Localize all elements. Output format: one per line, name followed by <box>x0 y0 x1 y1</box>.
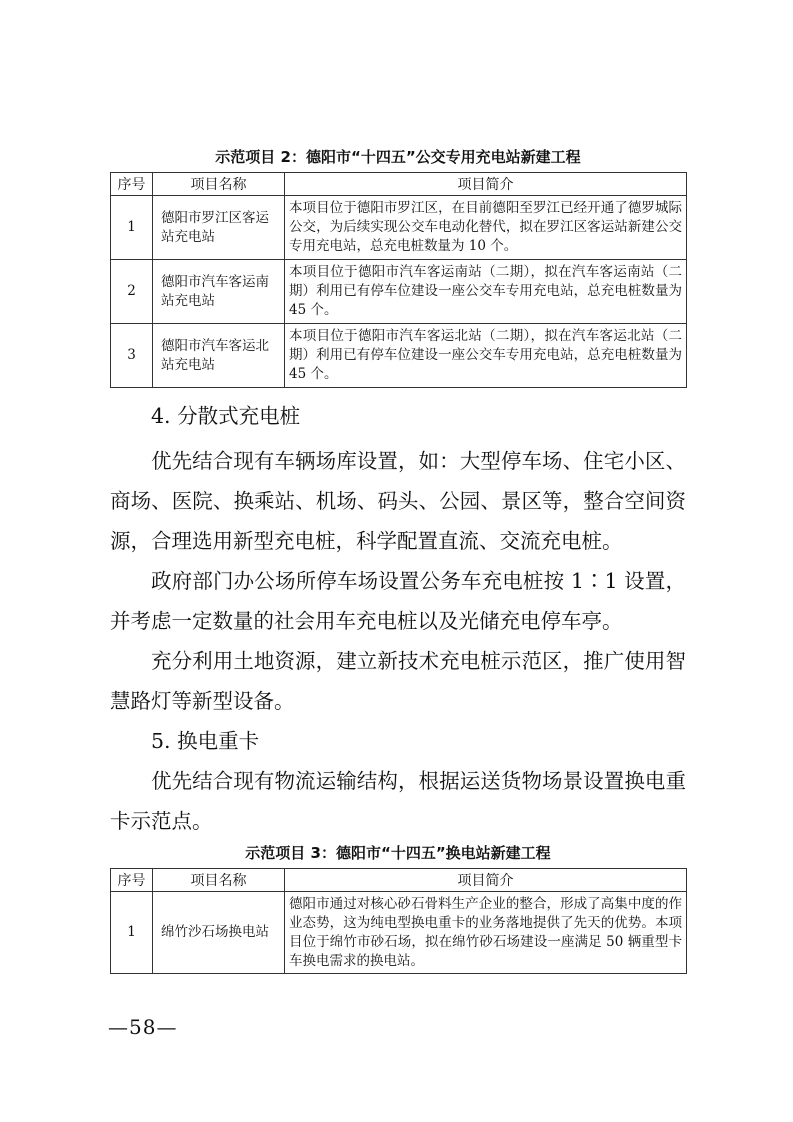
table-row <box>111 196 687 260</box>
project-description: 德阳市通过对核心砂石骨料生产企业的整合，形成了高集中度的作业态势，这为纯电型换电重卡的业务落地提供了先天的优势。本项目位于绵竹市砂石场，拟在绵竹砂石场建设一座满足 50 辆重型卡车换电需求的换电站。 <box>285 892 687 974</box>
project-name: 德阳市汽车客运北站充电站 <box>153 324 285 388</box>
section4-paragraph-3: 充分利用土地资源，建立新技术充电桩示范区，推广使用智慧路灯等新型设备。 <box>110 649 686 713</box>
section4-heading: 4. 分散式充电桩 <box>151 404 301 428</box>
table1-header-row <box>111 173 687 196</box>
table2-header-row <box>111 869 687 892</box>
table2-caption: 示范项目 3：德阳市“十四五”换电站新建工程 <box>245 844 551 862</box>
section4-paragraph-1: 优先结合现有车辆场库设置，如：大型停车场、住宅小区、商场、医院、换乘站、机场、码头、公园、景区等，整合空间资源，合理选用新型充电桩，科学配置直流、交流充电桩。 <box>110 449 686 553</box>
section4-paragraph-2: 政府部门办公场所停车场设置公务车充电桩按 1∶1 设置，并考虑一定数量的社会用车充电桩以及光储充电停车亭。 <box>110 569 686 633</box>
page-number: —58— <box>108 1015 178 1039</box>
table-row <box>111 260 687 324</box>
table-row <box>111 324 687 388</box>
table1 <box>110 172 687 388</box>
row-number: 1 <box>111 196 153 260</box>
row-number: 1 <box>111 892 153 974</box>
project-description: 本项目位于德阳市汽车客运北站（二期），拟在汽车客运北站（二期）利用已有停车位建设一座公交车专用充电站，总充电桩数量为 45 个。 <box>285 324 687 388</box>
table2-header-name: 项目名称 <box>153 869 285 892</box>
project-name: 德阳市罗江区客运站充电站 <box>153 196 285 260</box>
table-row <box>111 892 687 974</box>
table1-header-num: 序号 <box>111 173 153 196</box>
section5-paragraph-1: 优先结合现有物流运输结构，根据运送货物场景设置换电重卡示范点。 <box>110 769 686 833</box>
table2-header-num: 序号 <box>111 869 153 892</box>
project-description: 本项目位于德阳市汽车客运南站（二期），拟在汽车客运南站（二期）利用已有停车位建设一座公交车专用充电站，总充电桩数量为 45 个。 <box>285 260 687 324</box>
table2 <box>110 868 687 974</box>
table1-header-desc: 项目简介 <box>285 173 687 196</box>
project-name: 绵竹沙石场换电站 <box>153 892 285 974</box>
table1-caption: 示范项目 2：德阳市“十四五”公交专用充电站新建工程 <box>215 148 581 166</box>
project-description: 本项目位于德阳市罗江区，在目前德阳至罗江已经开通了德罗城际公交，为后续实现公交车电动化替代，拟在罗江区客运站新建公交专用充电站，总充电桩数量为 10 个。 <box>285 196 687 260</box>
table1-header-name: 项目名称 <box>153 173 285 196</box>
table2-header-desc: 项目简介 <box>285 869 687 892</box>
row-number: 2 <box>111 260 153 324</box>
row-number: 3 <box>111 324 153 388</box>
section5-heading: 5. 换电重卡 <box>151 729 260 753</box>
project-name: 德阳市汽车客运南站充电站 <box>153 260 285 324</box>
